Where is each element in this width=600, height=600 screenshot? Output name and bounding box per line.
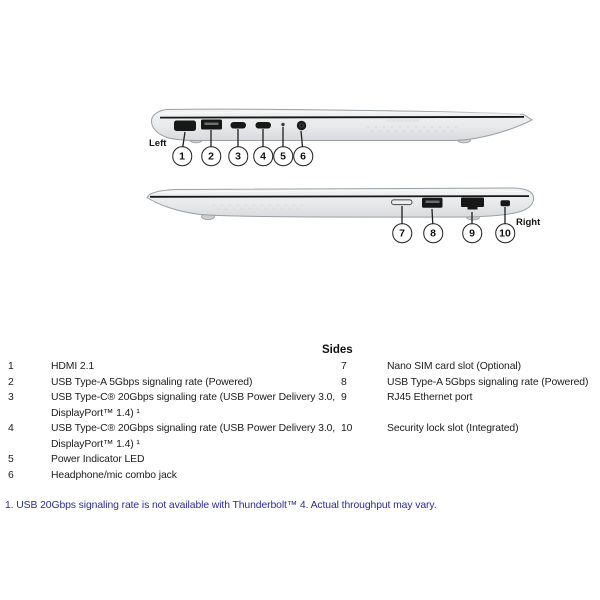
port-description: USB Type-C® 20Gbps signaling rate (USB Power Delivery 3.0, DisplayPort™ 1.4) ¹ <box>51 423 336 450</box>
power-led-icon <box>281 123 284 126</box>
legend-row <box>8 390 596 421</box>
lid-seam <box>150 196 529 197</box>
callout-1: 1 <box>172 146 192 166</box>
legend-row <box>8 421 596 452</box>
legend-row <box>8 359 596 375</box>
callout-8: 8 <box>423 223 443 243</box>
callout-5: 5 <box>273 146 293 166</box>
port-legend-table <box>8 359 596 483</box>
port-description: USB Type-C® 20Gbps signaling rate (USB Power Delivery 3.0, DisplayPort™ 1.4) ¹ <box>51 392 336 419</box>
port-description: USB Type-A 5Gbps signaling rate (Powered) <box>387 376 589 388</box>
callout-9: 9 <box>462 223 482 243</box>
legend-row <box>8 375 596 391</box>
legend-row <box>8 452 596 468</box>
port-description: RJ45 Ethernet port <box>387 392 473 403</box>
port-description <box>387 468 596 484</box>
usb-c-port-icon <box>256 122 272 129</box>
callout-10: 10 <box>495 223 515 243</box>
hdmi-port-icon <box>174 121 196 132</box>
nano-sim-slot-icon <box>392 200 413 205</box>
usb-a-tongue <box>205 123 219 126</box>
port-number: 4 <box>8 423 14 434</box>
footnote: 1. USB 20Gbps signaling rate is not available with Thunderbolt™ 4. Actual throughput may vary. <box>5 500 437 511</box>
usb-a-tongue <box>426 201 440 204</box>
port-description <box>387 452 596 468</box>
port-number: 1 <box>8 361 14 372</box>
port-description: Nano SIM card slot (Optional) <box>387 361 521 372</box>
left-side-label: Left <box>149 138 167 149</box>
port-description: HDMI 2.1 <box>51 361 95 372</box>
usb-c-port-icon <box>231 122 247 129</box>
callout-3: 3 <box>228 146 248 166</box>
headphone-jack-hole <box>300 124 303 127</box>
security-lock-slot-icon <box>501 200 511 206</box>
port-description: Headphone/mic combo jack <box>51 469 177 481</box>
rj45-clip-notch <box>468 206 478 210</box>
port-description: USB Type-A 5Gbps signaling rate (Powered) <box>51 376 253 388</box>
sides-heading: Sides <box>322 344 353 356</box>
port-number: 6 <box>8 469 14 481</box>
port-number <box>341 452 387 468</box>
port-number: 7 <box>341 361 347 372</box>
callout-4: 4 <box>253 146 273 166</box>
right-side-label: Right <box>516 217 541 228</box>
port-number: 10 <box>341 423 353 434</box>
callout-2: 2 <box>201 146 221 166</box>
port-number: 3 <box>8 392 14 403</box>
port-description: Security lock slot (Integrated) <box>387 423 519 434</box>
port-number <box>341 468 387 484</box>
callout-6: 6 <box>293 146 313 166</box>
legend-row <box>8 468 596 484</box>
callout-7: 7 <box>392 223 412 243</box>
port-number: 8 <box>341 376 347 388</box>
port-number: 2 <box>8 376 14 388</box>
port-number: 9 <box>341 392 347 403</box>
lid-seam <box>160 117 524 118</box>
port-description: Power Indicator LED <box>51 454 145 465</box>
port-number: 5 <box>8 454 14 465</box>
